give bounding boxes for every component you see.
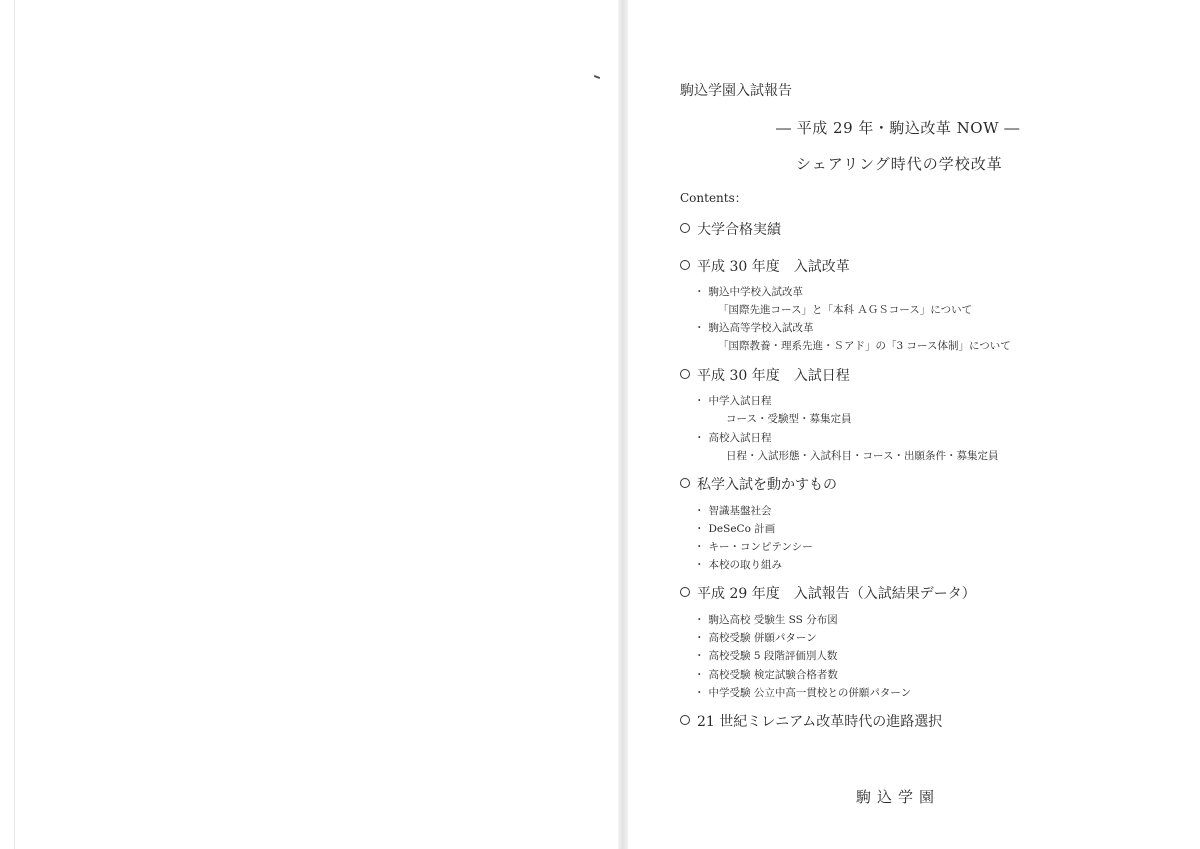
item-label: 高校受験 検定試験合格者数 xyxy=(708,669,838,681)
toc-item xyxy=(694,648,837,663)
header-title: 駒込学園入試報告 xyxy=(680,83,792,99)
toc-section xyxy=(680,711,942,731)
bullet: ・ xyxy=(694,286,705,298)
circle-icon xyxy=(680,369,690,379)
section-title: 大学合格実績 xyxy=(697,222,781,238)
toc-item xyxy=(694,667,838,682)
toc-item xyxy=(694,320,814,335)
item-label: 高校入試日程 xyxy=(708,432,772,444)
bullet: ・ xyxy=(694,523,705,535)
bullet: ・ xyxy=(694,632,705,644)
item-label: 高校受験 併願パターン xyxy=(708,632,817,644)
item-label: 駒込高等学校入試改革 xyxy=(708,322,814,334)
item-detail: 日程・入試形態・入試科目・コース・出願条件・募集定員 xyxy=(726,450,999,462)
contents-label: Contents： xyxy=(680,191,747,205)
section-title: 平成 29 年度 入試報告（入試結果データ） xyxy=(697,586,976,602)
bullet: ・ xyxy=(694,650,705,662)
left-page-blank xyxy=(14,0,619,849)
toc-item xyxy=(694,630,817,645)
circle-icon xyxy=(680,260,690,270)
bullet: ・ xyxy=(694,395,705,407)
circle-icon xyxy=(680,223,690,233)
item-detail: 「国際教養・理系先進・Ｓアド」の「3 コース体制」について xyxy=(718,340,1011,352)
toc-item xyxy=(694,685,911,700)
item-label: 駒込高校 受験生 SS 分布図 xyxy=(708,614,838,626)
bullet: ・ xyxy=(694,614,705,626)
toc-section xyxy=(680,219,781,239)
circle-icon xyxy=(680,715,690,725)
toc-item xyxy=(694,503,772,518)
circle-icon xyxy=(680,587,690,597)
theme-title: シェアリング時代の学校改革 xyxy=(796,155,1003,173)
book-gutter xyxy=(618,0,628,849)
item-label: 智識基盤社会 xyxy=(708,505,772,517)
item-label: キー・コンピテンシー xyxy=(708,541,813,553)
toc-item xyxy=(694,557,782,572)
bullet: ・ xyxy=(694,322,705,334)
bullet: ・ xyxy=(694,432,705,444)
section-title: 私学入試を動かすもの xyxy=(697,477,837,493)
bullet: ・ xyxy=(694,541,705,553)
item-label: 中学入試日程 xyxy=(708,395,772,407)
toc-item xyxy=(694,539,813,554)
toc-item xyxy=(694,430,772,445)
section-title: 平成 30 年度 入試改革 xyxy=(697,259,850,275)
item-detail: 「国際先進コース」と「本科 ＡＧＳコース」について xyxy=(718,304,973,316)
bullet: ・ xyxy=(694,687,705,699)
item-label: 駒込中学校入試改革 xyxy=(708,286,803,298)
toc-section xyxy=(680,365,850,385)
toc-item xyxy=(694,284,803,299)
item-label: 高校受験 5 段階評価別人数 xyxy=(708,650,838,662)
circle-icon xyxy=(680,478,690,488)
toc-item xyxy=(694,393,772,408)
toc-section xyxy=(680,583,976,603)
item-label: 中学受験 公立中高一貫校との併願パターン xyxy=(708,687,912,699)
bullet: ・ xyxy=(694,669,705,681)
subtitle: ― 平成 29 年・駒込改革 NOW ― xyxy=(776,119,1020,137)
section-title: 21 世紀ミレニアム改革時代の進路選択 xyxy=(697,714,943,730)
toc-section xyxy=(680,256,850,276)
item-label: DeSeCo 計画 xyxy=(708,523,776,535)
item-detail: コース・受験型・募集定員 xyxy=(726,413,852,425)
toc-item xyxy=(694,521,775,536)
bullet: ・ xyxy=(694,559,705,571)
footer-organization: 駒込学園 xyxy=(856,788,941,806)
toc-item xyxy=(694,612,838,627)
toc-section xyxy=(680,474,837,494)
item-label: 本校の取り組み xyxy=(708,559,782,571)
section-title: 平成 30 年度 入試日程 xyxy=(697,368,850,384)
bullet: ・ xyxy=(694,505,705,517)
